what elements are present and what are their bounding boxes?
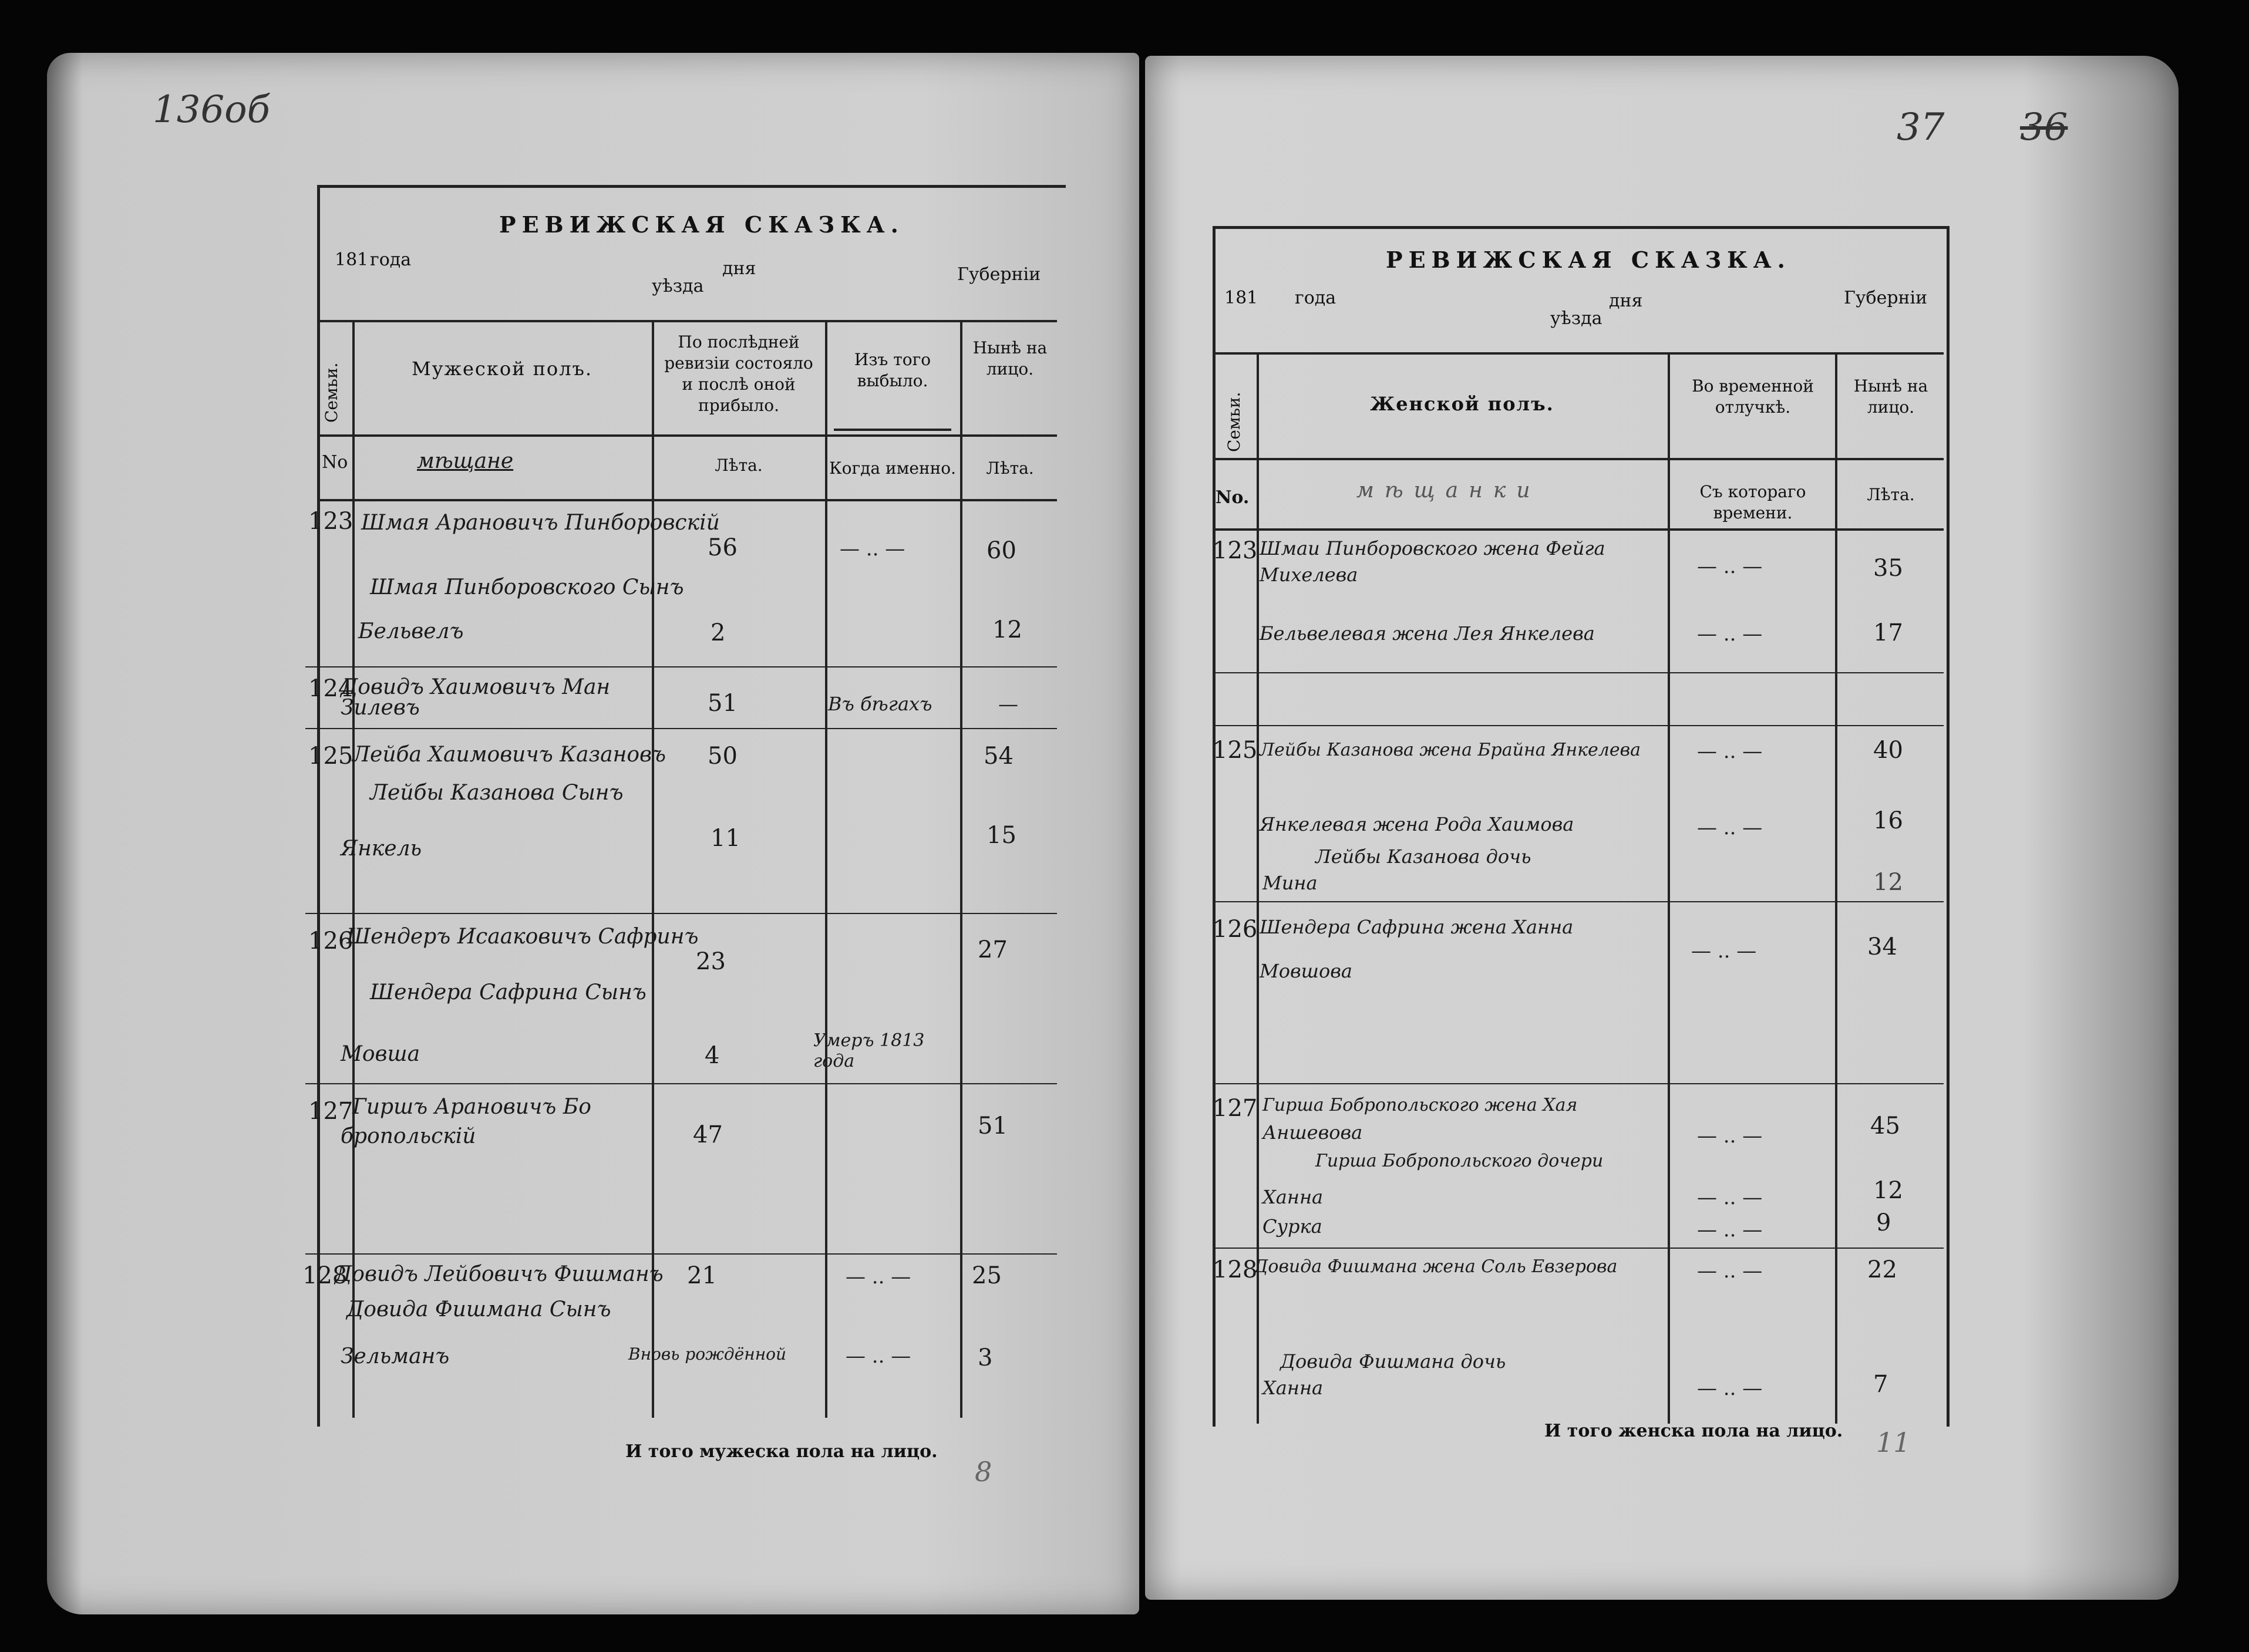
right-sub-estate: мѣщанки <box>1356 478 1541 503</box>
right-row-absent: — .. — <box>1697 1186 1763 1209</box>
left-day-word: дня <box>722 258 756 279</box>
left-total-count: 8 <box>975 1456 992 1488</box>
left-row-when: — .. — <box>846 1344 911 1368</box>
right-row-name: Янкелевая жена Рода Хаимова <box>1260 813 1574 835</box>
right-row-name: Довида Фишмана жена Соль Евзерова <box>1254 1256 1618 1277</box>
left-row-when: Умеръ 1813 года <box>813 1030 925 1071</box>
left-col-name: Мужеской полъ. <box>411 358 593 380</box>
left-row-now: — <box>998 693 1018 716</box>
right-row-now: 12 <box>1873 869 1903 896</box>
right-row-name: Мовшова <box>1260 960 1352 982</box>
right-year-word: года <box>1295 288 1336 308</box>
left-form-title: РЕВИЖСКАЯ СКАЗКА. <box>499 211 904 238</box>
left-row-prev: 47 <box>693 1121 723 1148</box>
right-gubernia-word: Губерніи <box>1844 288 1928 308</box>
left-row-now: 60 <box>987 537 1016 564</box>
right-total-count: 11 <box>1876 1427 1911 1458</box>
right-row-sep <box>1213 725 1944 726</box>
right-col-now: Нынѣ на лицо. <box>1853 376 1928 417</box>
left-row-prev: 21 <box>687 1262 717 1289</box>
right-row-absent: — .. — <box>1691 939 1757 963</box>
left-col-family: Семьи. <box>322 362 341 423</box>
right-row-no: 125 <box>1213 737 1258 764</box>
left-sub-when: Когда именно. <box>829 458 957 478</box>
right-row-name: Лейбы Казанова дочь <box>1315 845 1531 868</box>
left-subheader-rule <box>317 434 1057 437</box>
left-row-no: 125 <box>308 743 353 770</box>
right-col-divider-3 <box>1835 352 1837 1424</box>
right-row-no: 123 <box>1213 537 1258 564</box>
right-row-name: Шендера Сафрина жена Ханна <box>1260 916 1574 938</box>
left-row-no: 124 <box>308 675 353 702</box>
right-row-now: 45 <box>1870 1112 1900 1139</box>
right-row-name: Сурка <box>1262 1215 1322 1238</box>
left-row-name: Зилевъ <box>341 696 420 720</box>
right-row-name: Мина <box>1262 872 1318 894</box>
left-col-prev: По послѣдней ревизіи состояло и послѣ оной прибыло. <box>664 332 813 415</box>
right-row-name: Аншевова <box>1262 1121 1363 1144</box>
left-total-label: И того мужеска пола на лицо. <box>625 1441 938 1462</box>
left-row-no: 123 <box>308 508 353 535</box>
right-col-divider-2 <box>1668 352 1670 1424</box>
right-row-name: Ханна <box>1262 1377 1324 1399</box>
left-row-name: Довидъ Хаимовичъ Ман <box>341 675 611 699</box>
left-row-name: Янкель <box>341 837 422 861</box>
left-row-no: 126 <box>308 928 353 955</box>
right-row-sep <box>1213 901 1944 902</box>
right-row-absent: — .. — <box>1697 1124 1763 1148</box>
right-row-no: 128 <box>1213 1256 1258 1283</box>
right-row-no: 127 <box>1213 1095 1258 1122</box>
right-uezd-word: уѣзда <box>1550 308 1602 329</box>
right-row-absent: — .. — <box>1697 1377 1763 1400</box>
right-sub-since: Съ котораго времени. <box>1699 482 1806 522</box>
right-year: 181 <box>1224 288 1258 308</box>
left-row-now: 3 <box>978 1344 993 1371</box>
right-form-title: РЕВИЖСКАЯ СКАЗКА. <box>1386 247 1791 273</box>
right-row-name: Гирша Бобропольского жена Хая <box>1262 1095 1578 1115</box>
left-row-prev: 4 <box>705 1042 720 1069</box>
right-row-now: 7 <box>1873 1371 1888 1398</box>
right-col-family: Семьи. <box>1224 392 1244 452</box>
left-row-prev: 23 <box>696 948 726 975</box>
right-row-name: Михелева <box>1260 564 1358 586</box>
left-folio-number: 136об <box>153 88 270 132</box>
left-row-name: Шендера Сафрина Сынъ <box>370 980 647 1004</box>
left-row-name: Шмая Пинборовского Сынъ <box>370 575 684 599</box>
left-row-no: 128 <box>302 1262 348 1289</box>
left-row-prev: 50 <box>708 743 738 770</box>
right-row-now: 40 <box>1873 737 1903 764</box>
left-row-prev: 51 <box>708 690 738 717</box>
right-row-now: 9 <box>1876 1209 1891 1236</box>
left-row-name: Зельманъ <box>341 1344 450 1368</box>
left-row-no: 127 <box>308 1098 353 1125</box>
right-body-rule <box>1213 528 1944 531</box>
right-row-name: Бельвелевая жена Лея Янкелева <box>1260 622 1595 645</box>
left-row-prev: 56 <box>708 534 738 561</box>
right-header-rule <box>1213 352 1944 355</box>
left-col-now: Нынѣ на лицо. <box>972 338 1048 379</box>
right-row-name: Лейбы Казанова жена Брайна Янкелева <box>1260 740 1641 760</box>
left-row-name: Гиршъ Арановичъ Бо <box>352 1095 591 1119</box>
right-subheader-rule <box>1213 458 1944 460</box>
left-row-name: Лейбы Казанова Сынъ <box>370 781 624 805</box>
right-row-absent: — .. — <box>1697 740 1763 763</box>
left-row-name: Довидъ Лейбовичъ Фишманъ <box>335 1262 664 1286</box>
right-row-sep <box>1213 1248 1944 1249</box>
left-sub-no: No <box>322 452 348 473</box>
left-row-name: Лейба Хаимовичъ Казановъ <box>352 743 666 767</box>
right-col-name: Женской полъ. <box>1370 393 1554 415</box>
right-col-absent: Во временной отлучкѣ. <box>1692 376 1814 417</box>
left-row-prev: 11 <box>711 825 740 852</box>
right-total-label: И того женска пола на лицо. <box>1544 1421 1843 1441</box>
left-row-sep <box>305 666 1057 667</box>
left-row-name: Бельвелъ <box>358 619 464 643</box>
right-row-name: Довида Фишмана дочь <box>1280 1350 1506 1373</box>
right-row-now: 17 <box>1873 619 1903 646</box>
right-row-absent: — .. — <box>1697 1218 1763 1242</box>
right-row-name: Шмаи Пинборовского жена Фейга <box>1260 537 1605 559</box>
left-gubernia-word: Губерніи <box>957 264 1041 285</box>
right-row-absent: — .. — <box>1697 555 1763 578</box>
right-row-now: 22 <box>1867 1256 1897 1283</box>
left-row-now: 25 <box>972 1262 1002 1289</box>
left-row-sep <box>305 1253 1057 1255</box>
right-row-absent: — .. — <box>1697 622 1763 646</box>
left-row-name: Шендеръ Исааковичъ Сафринъ <box>346 925 699 949</box>
left-row-now: 12 <box>992 616 1022 643</box>
right-row-now: 35 <box>1873 555 1903 582</box>
left-sub-years2: Лѣта. <box>986 458 1034 478</box>
left-col-left: Изъ того выбыло. <box>854 350 931 390</box>
right-row-name: Гирша Бобропольского дочери <box>1315 1151 1604 1171</box>
left-row-now: 27 <box>978 936 1008 963</box>
left-row-now: 51 <box>978 1112 1008 1139</box>
left-row-prev: Вновь рождённой <box>628 1344 787 1364</box>
left-sub-estate: мѣщане <box>417 449 514 473</box>
right-row-now: 16 <box>1873 807 1903 834</box>
right-row-sep <box>1213 1083 1944 1084</box>
left-year-word: года <box>370 250 412 270</box>
right-sub-years: Лѣта. <box>1867 485 1915 504</box>
left-sub-years1: Лѣта. <box>715 456 763 475</box>
left-header-rule <box>317 320 1057 322</box>
left-row-name: Довида Фишмана Сынъ <box>346 1297 611 1321</box>
left-row-when: Въ бѣгахъ <box>828 693 932 715</box>
left-row-sep <box>305 1083 1057 1084</box>
right-row-absent: — .. — <box>1697 816 1763 840</box>
left-row-name: Шмая Арановичъ Пинбоpовскiй <box>361 511 720 535</box>
left-row-now: 54 <box>984 743 1014 770</box>
left-row-prev: 2 <box>711 619 726 646</box>
right-row-name: Ханна <box>1262 1186 1324 1208</box>
right-day-word: дня <box>1609 291 1643 311</box>
right-row-now: 12 <box>1873 1177 1903 1204</box>
right-row-absent: — .. — <box>1697 1259 1763 1283</box>
right-folio-old: 36 <box>2020 106 2068 149</box>
left-row-sep <box>305 728 1057 729</box>
left-row-name: бропольскiй <box>341 1124 476 1148</box>
left-when-rule <box>834 429 951 431</box>
left-row-when: — .. — <box>846 1265 911 1289</box>
right-row-now: 34 <box>1867 933 1897 960</box>
right-row-no: 126 <box>1213 916 1258 943</box>
right-row-sep <box>1213 672 1944 673</box>
left-row-sep <box>305 913 1057 914</box>
left-row-when: — .. — <box>840 537 905 561</box>
left-row-name: Мовша <box>341 1042 420 1066</box>
left-uezd-word: уѣзда <box>652 276 704 296</box>
right-sub-no: No. <box>1216 487 1250 508</box>
left-year: 181 <box>335 250 369 270</box>
left-body-rule <box>317 499 1057 501</box>
right-folio-current: 37 <box>1897 106 1945 149</box>
left-row-now: 15 <box>987 822 1016 849</box>
